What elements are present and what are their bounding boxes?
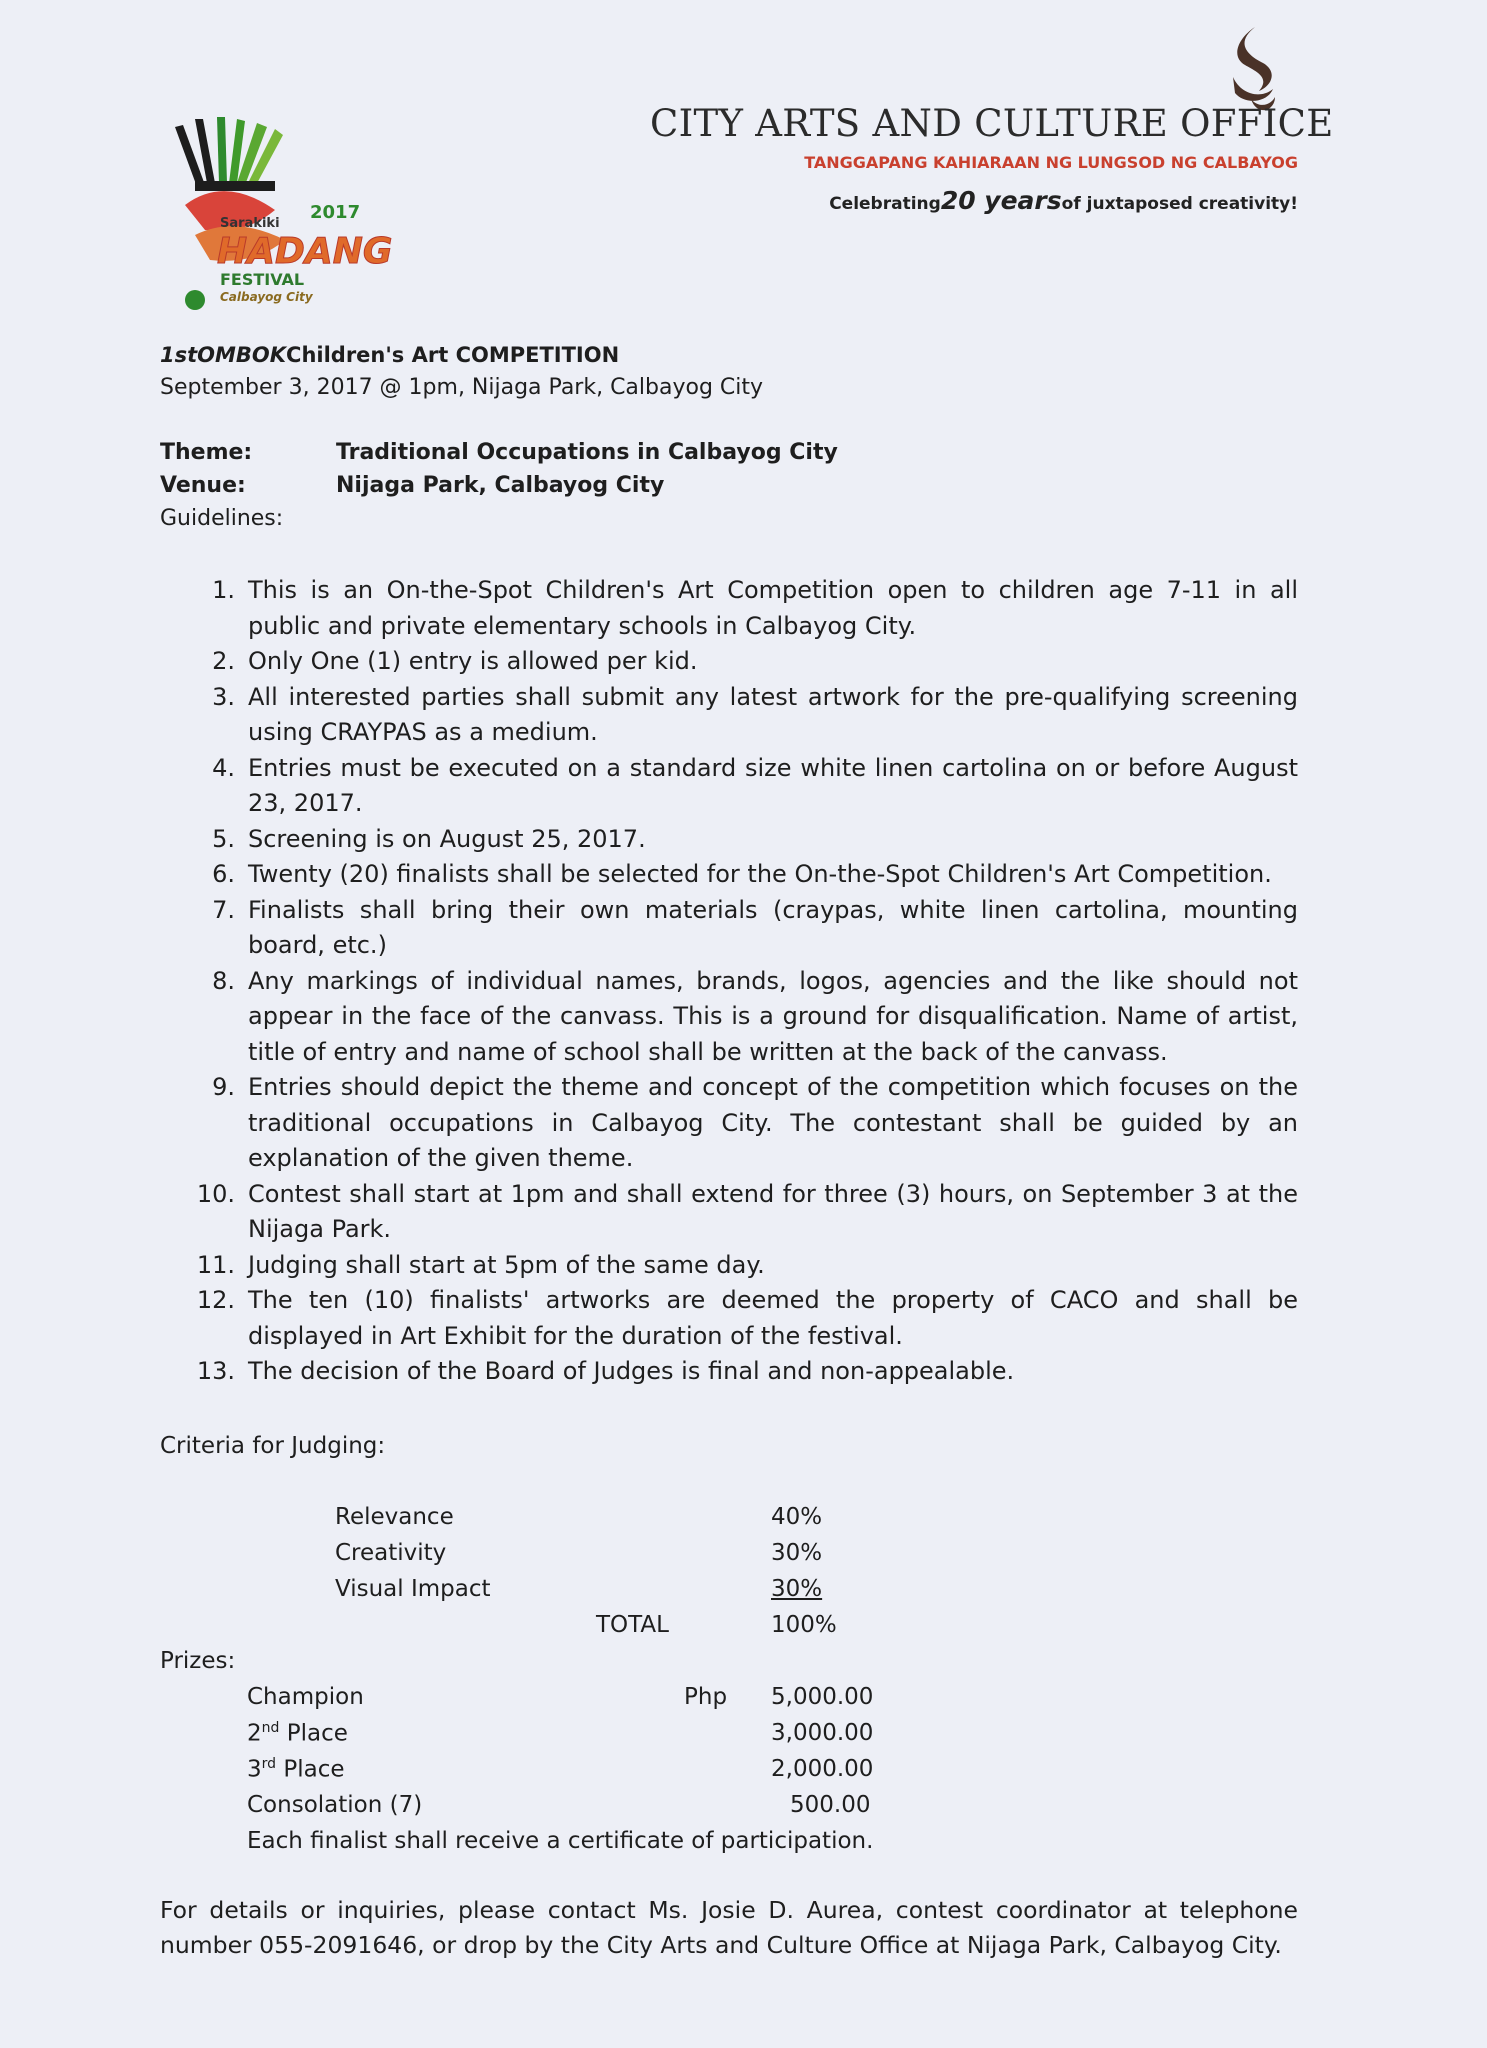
guideline-number: 4. xyxy=(212,753,235,782)
guideline-number: 1. xyxy=(212,576,235,604)
guideline-item xyxy=(196,1283,1298,1354)
tagline-post: of juxtaposed creativity! xyxy=(1061,194,1298,214)
criteria-label: Criteria for Judging: xyxy=(160,1433,386,1459)
event-title xyxy=(160,343,619,367)
guideline-item xyxy=(212,1070,1298,1177)
guideline-number: 9. xyxy=(212,1073,235,1101)
guideline-number: 5. xyxy=(212,824,235,853)
office-title: CITY ARTS AND CULTURE OFFICE xyxy=(650,102,1334,145)
prize-rank-text: Place xyxy=(276,1756,345,1783)
guideline-text: This is an On-the-Spot Children's Art Competition open to children age 7-11 in all public and private elementary schools in Calbayog City. xyxy=(248,576,1298,640)
office-subtitle: TANGGAPANG KAHIARAAN NG LUNGSOD NG CALBAYOG xyxy=(804,153,1298,172)
guideline-text: Judging shall start at 5pm of the same day. xyxy=(248,1250,765,1279)
guideline-item xyxy=(212,964,1298,1071)
guideline-text: The decision of the Board of Judges is final and non-appealable. xyxy=(248,1357,1015,1385)
guideline-number: 6. xyxy=(212,860,235,888)
guideline-text: Entries should depict the theme and concept of the competition which focuses on the traditional occupations in Calbayog City. The contestant shall be guided by an explanation of the given theme. xyxy=(248,1073,1298,1172)
prize-note: Each finalist shall receive a certificate of participation. xyxy=(247,1828,874,1854)
logo-name: HADANG xyxy=(217,231,393,272)
guideline-number: 11. xyxy=(196,1250,235,1279)
prize-currency: Php xyxy=(684,1684,728,1710)
guideline-text: The ten (10) finalists' artworks are deemed the property of CACO and shall be displayed in Art Exhibit for the duration of the festival. xyxy=(248,1286,1298,1350)
guideline-text: Contest shall start at 1pm and shall extend for three (3) hours, on September 3 at the Nijaga Park. xyxy=(248,1179,1298,1243)
prize-amount: 2,000.00 xyxy=(771,1756,874,1782)
theme-row xyxy=(160,440,838,465)
guideline-text: Finalists shall bring their own materials (craypas, white linen cartolina, mounting board, etc.) xyxy=(248,895,1298,959)
prizes-label: Prizes: xyxy=(160,1648,236,1674)
prize-name: Consolation (7) xyxy=(247,1792,423,1818)
guideline-text: Entries must be executed on a standard size white linen cartolina on or before August 23, 2017. xyxy=(248,753,1298,817)
guideline-item xyxy=(212,893,1298,964)
guideline-item xyxy=(212,644,1298,680)
contact-info: For details or inquiries, please contact Ms. Josie D. Aurea, contest coordinator at telephone number 055-2091646, or drop by the City Arts and Culture Office at Nijaga Park, Calbayog City. xyxy=(160,1896,1298,1959)
guideline-number: 3. xyxy=(212,682,235,711)
guideline-item xyxy=(196,1248,1298,1284)
guideline-item xyxy=(196,1177,1298,1248)
prize-rank-suffix: nd xyxy=(261,1720,280,1736)
logo-year: 2017 xyxy=(310,202,361,223)
venue-value: Nijaga Park, Calbayog City xyxy=(336,473,665,498)
prize-name xyxy=(247,1720,348,1747)
event-title-rest: Children's Art COMPETITION xyxy=(286,343,620,367)
guideline-number: 13. xyxy=(196,1357,235,1385)
criteria-value: 40% xyxy=(771,1504,823,1530)
guideline-text: All interested parties shall submit any latest artwork for the pre-qualifying screening using CRAYPAS as a medium. xyxy=(248,682,1298,746)
criteria-name: Visual Impact xyxy=(335,1576,491,1602)
festival-logo xyxy=(165,115,440,315)
logo-festival: FESTIVAL xyxy=(220,270,305,289)
prize-amount: 3,000.00 xyxy=(771,1720,874,1746)
prize-amount: 500.00 xyxy=(790,1792,871,1818)
guidelines-label: Guidelines: xyxy=(160,506,284,531)
criteria-total-value: 100% xyxy=(771,1612,837,1638)
criteria-total-label: TOTAL xyxy=(596,1612,669,1638)
guideline-number: 8. xyxy=(212,966,235,995)
guideline-number: 12. xyxy=(196,1286,235,1314)
venue-label: Venue: xyxy=(160,473,246,498)
guideline-text: Any markings of individual names, brands, logos, agencies and the like should not appear in the face of the canvass. This is a ground for disqualification. Name of artist, title of entry and name of school shall be written at the back of the canvass. xyxy=(248,966,1298,1066)
guideline-number: 7. xyxy=(212,895,235,924)
guideline-item xyxy=(196,1354,1298,1390)
criteria-name: Relevance xyxy=(335,1504,454,1530)
guideline-text: Twenty (20) finalists shall be selected for the On-the-Spot Children's Art Competition. xyxy=(248,860,1272,888)
prize-name: Champion xyxy=(247,1684,364,1710)
guideline-text: Screening is on August 25, 2017. xyxy=(248,824,646,853)
event-title-italic: 1stOMBOK xyxy=(160,343,287,367)
prize-name xyxy=(247,1756,345,1783)
guideline-item xyxy=(212,857,1298,893)
tagline xyxy=(650,186,1298,215)
prize-amount: 5,000.00 xyxy=(771,1684,874,1710)
guideline-item xyxy=(212,573,1298,644)
event-date: September 3, 2017 @ 1pm, Nijaga Park, Calbayog City xyxy=(160,375,764,400)
criteria-value: 30% xyxy=(771,1576,823,1602)
guideline-number: 10. xyxy=(196,1179,235,1208)
theme-label: Theme: xyxy=(160,440,253,465)
venue-row xyxy=(160,473,665,498)
guideline-text: Only One (1) entry is allowed per kid. xyxy=(248,647,698,675)
guidelines-list xyxy=(196,573,1298,1390)
guideline-item xyxy=(212,751,1298,822)
tagline-pre: Celebrating xyxy=(829,194,941,214)
theme-value: Traditional Occupations in Calbayog City xyxy=(336,440,838,465)
tagline-years: 20 years xyxy=(940,186,1062,215)
guideline-item xyxy=(212,680,1298,751)
guideline-number: 2. xyxy=(212,647,235,675)
prize-rank: 3 xyxy=(247,1756,262,1783)
prize-rank-suffix: rd xyxy=(261,1756,277,1772)
guideline-item xyxy=(212,822,1298,858)
logo-city: Calbayog City xyxy=(220,290,313,304)
criteria-name: Creativity xyxy=(335,1540,447,1566)
criteria-value: 30% xyxy=(771,1540,823,1566)
prize-rank: 2 xyxy=(247,1720,262,1747)
prize-rank-text: Place xyxy=(279,1720,348,1747)
logo-brand: Sarakiki xyxy=(220,216,280,231)
